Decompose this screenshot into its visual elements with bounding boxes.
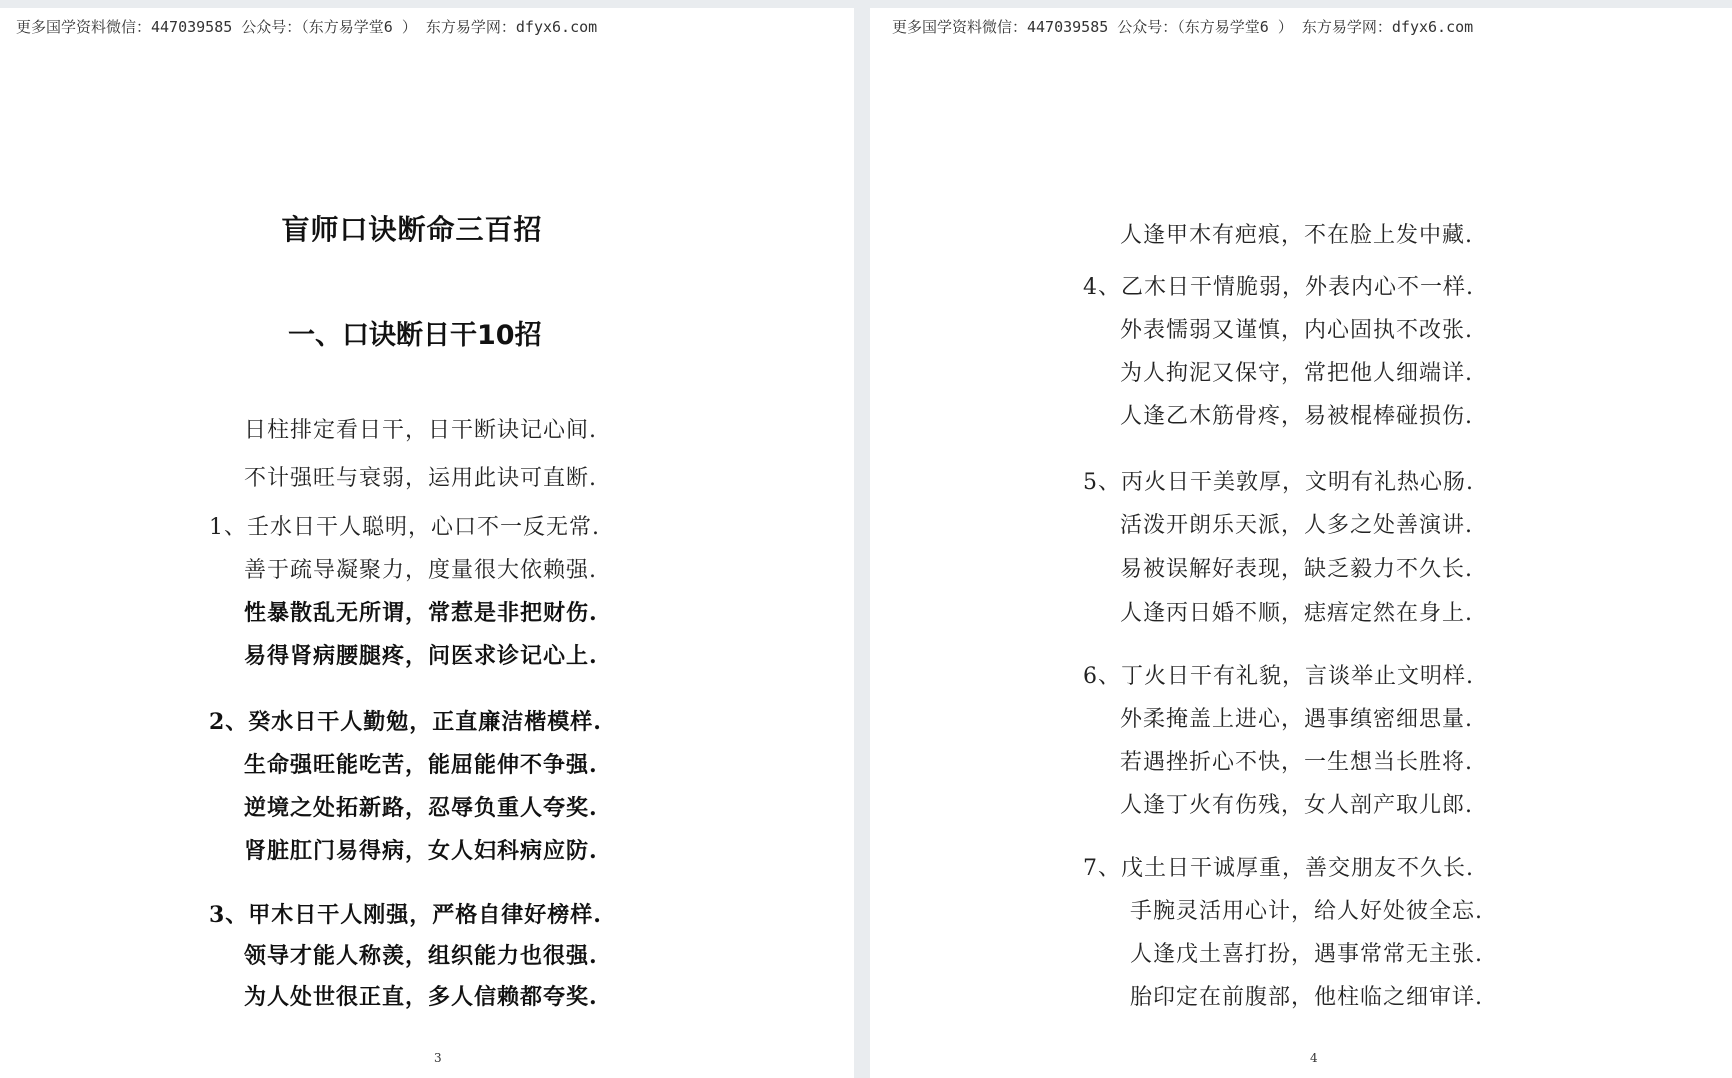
- verse-line: 2、癸水日干人勤勉，正直廉洁楷模样.: [209, 709, 602, 735]
- verse-line: 5、丙火日干美敦厚，文明有礼热心肠.: [1083, 470, 1474, 495]
- verse-line: 1、壬水日干人聪明，心口不一反无常.: [209, 515, 600, 540]
- verse-line: 人逢丁火有伤残，女人剖产取儿郎.: [1120, 793, 1473, 818]
- verse-line: 3、甲木日干人刚强，严格自律好榜样.: [209, 902, 602, 928]
- verse-line: 人逢乙木筋骨疼，易被棍棒碰损伤.: [1120, 404, 1473, 429]
- page-number: 3: [434, 1051, 442, 1065]
- header-watermark: 更多国学资料微信：447039585 公众号：（东方易学堂6 ） 东方易学网：dfyx6.com: [892, 18, 1474, 36]
- verse-line: 7、戊土日干诚厚重，善交朋友不久长.: [1083, 856, 1474, 881]
- verse-line: 外柔掩盖上进心，遇事缜密细思量.: [1120, 707, 1473, 732]
- page-3: [0, 8, 854, 1078]
- verse-line: 逆境之处拓新路，忍辱负重人夸奖.: [244, 795, 598, 821]
- header-watermark: 更多国学资料微信：447039585 公众号：（东方易学堂6 ） 东方易学网：dfyx6.com: [16, 18, 598, 36]
- verse-line: 4、乙木日干情脆弱，外表内心不一样.: [1083, 275, 1474, 300]
- verse-line: 肾脏肛门易得病，女人妇科病应防.: [244, 838, 598, 864]
- verse-line: 外表懦弱又谨慎，内心固执不改张.: [1120, 318, 1473, 343]
- verse-line: 生命强旺能吃苦，能屈能伸不争强.: [244, 752, 598, 778]
- page-number: 4: [1310, 1051, 1318, 1065]
- verse-line: 手腕灵活用心计，给人好处彼全忘.: [1130, 899, 1483, 924]
- verse-line: 人逢甲木有疤痕，不在脸上发中藏.: [1120, 223, 1473, 248]
- verse-line: 人逢戊土喜打扮，遇事常常无主张.: [1130, 942, 1483, 967]
- verse-line: 人逢丙日婚不顺，痣痦定然在身上.: [1120, 601, 1473, 626]
- verse-line: 日柱排定看日干，日干断诀记心间.: [244, 418, 597, 443]
- verse-line: 善于疏导凝聚力，度量很大依赖强.: [244, 558, 597, 583]
- verse-line: 6、丁火日干有礼貌，言谈举止文明样.: [1083, 664, 1474, 689]
- verse-line: 性暴散乱无所谓，常惹是非把财伤.: [244, 600, 598, 626]
- verse-line: 为人拘泥又保守，常把他人细端详.: [1120, 361, 1473, 386]
- verse-line: 若遇挫折心不快，一生想当长胜将.: [1120, 750, 1473, 775]
- verse-line: 活泼开朗乐天派，人多之处善演讲.: [1120, 513, 1473, 538]
- verse-line: 易被误解好表现，缺乏毅力不久长.: [1120, 557, 1473, 582]
- section-title: 一、口诀断日干10招: [288, 320, 542, 351]
- verse-line: 为人处世很正直，多人信赖都夸奖.: [244, 984, 598, 1010]
- verse-line: 易得肾病腰腿疼，问医求诊记心上.: [244, 643, 598, 669]
- document-title-text: 盲师口诀断命三百招: [281, 213, 543, 246]
- verse-line: 不计强旺与衰弱，运用此诀可直断.: [244, 466, 597, 491]
- page-4: [870, 8, 1732, 1078]
- verse-line: 领导才能人称羡，组织能力也很强.: [244, 943, 598, 969]
- document-title: [0, 208, 854, 248]
- verse-line: 胎印定在前腹部，他柱临之细审详.: [1130, 985, 1483, 1010]
